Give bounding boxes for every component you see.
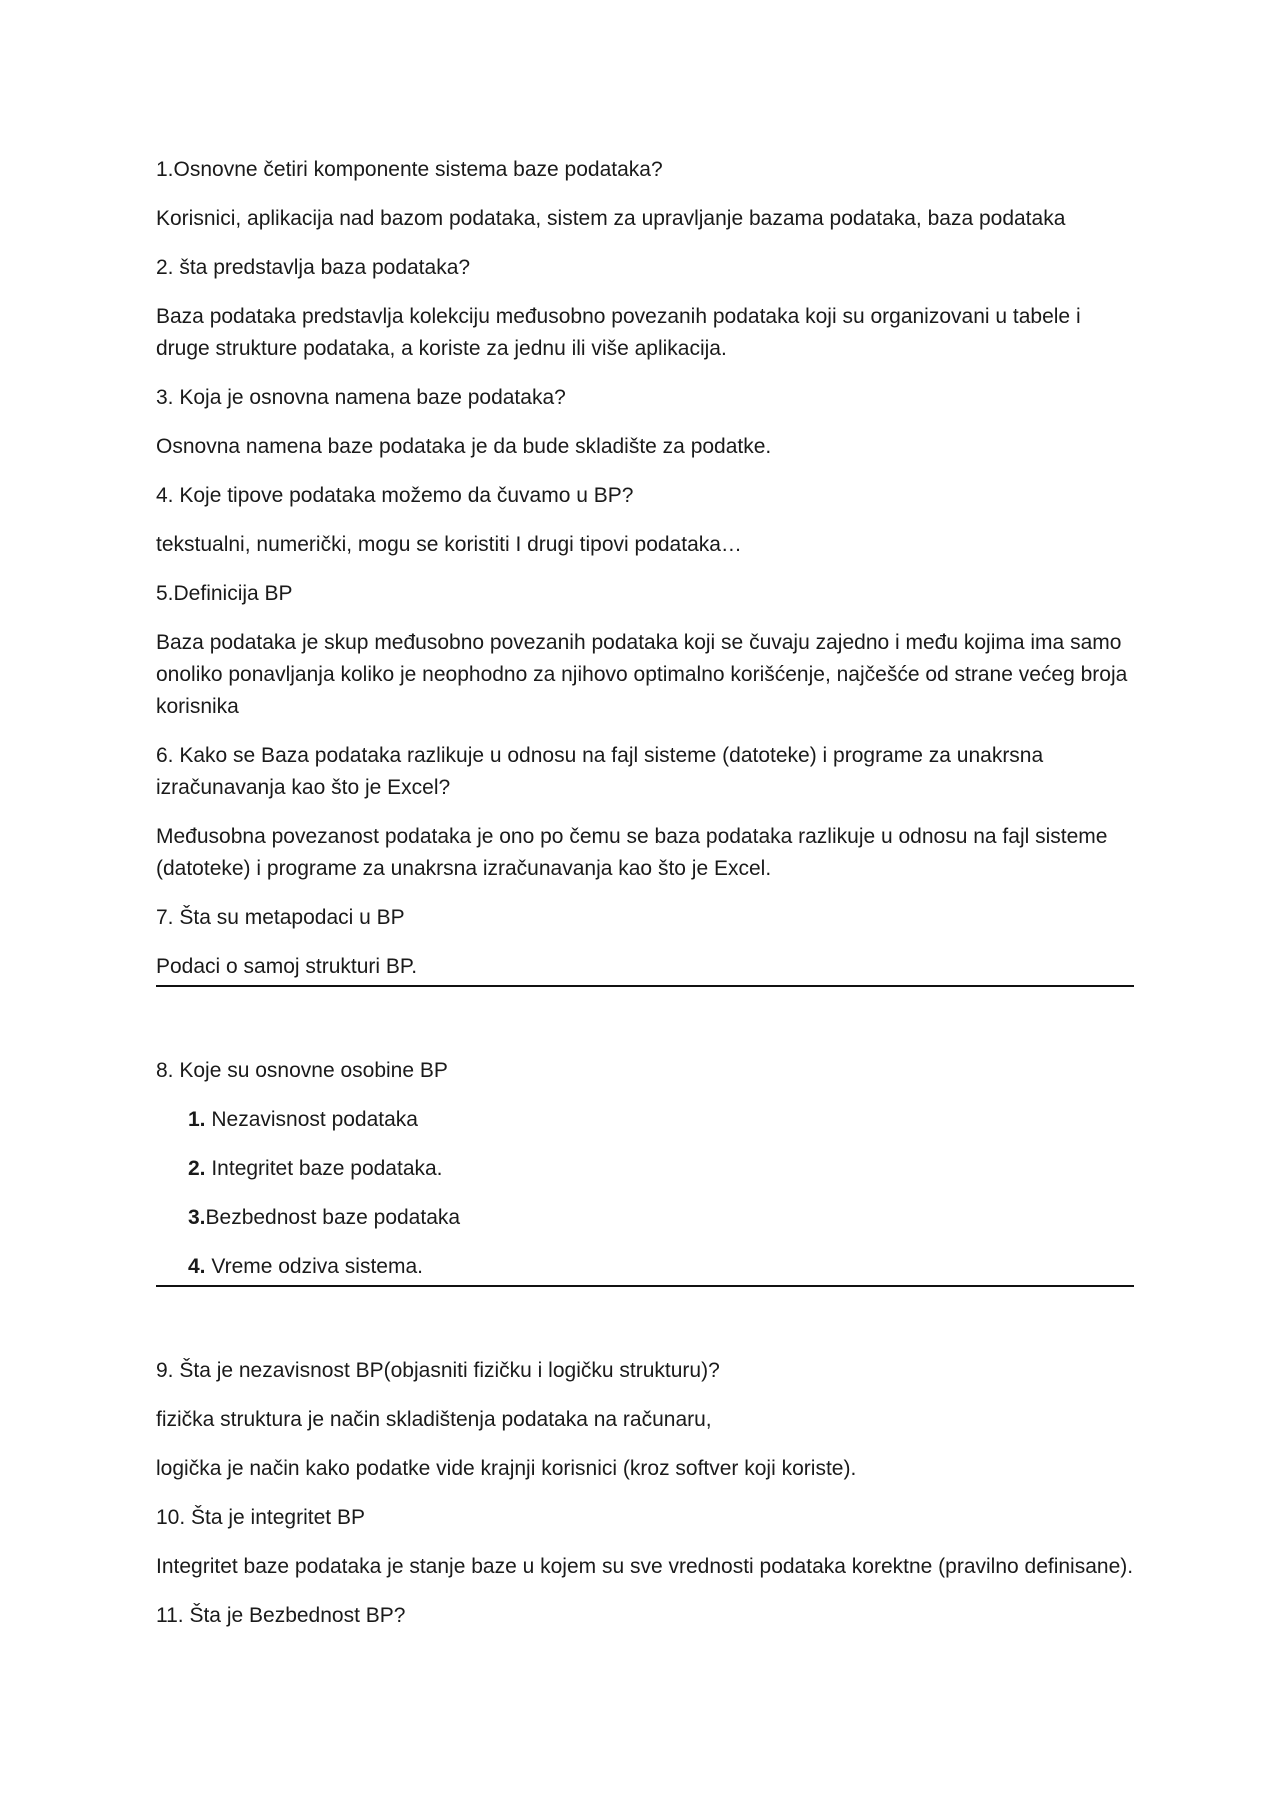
answer-2: Baza podataka predstavlja kolekciju međusobno povezanih podataka koji su organizovani u tabele i druge strukture podataka, a koriste za jednu ili više aplikacija. xyxy=(156,305,1081,360)
question-9: 9. Šta je nezavisnost BP(objasniti fizičku i logičku strukturu)? xyxy=(156,1359,720,1382)
question-3: 3. Koja je osnovna namena baze podataka? xyxy=(156,386,566,409)
answer-9-logical: logička je način kako podatke vide krajnji korisnici (kroz softver koji koriste). xyxy=(156,1457,857,1480)
document-body xyxy=(156,154,1134,1649)
list-text: Vreme odziva sistema. xyxy=(205,1255,423,1278)
question-5: 5.Definicija BP xyxy=(156,582,293,605)
list-number: 1. xyxy=(188,1108,206,1131)
list-item xyxy=(188,1202,1134,1234)
list-number: 4. xyxy=(188,1255,206,1278)
list-number: 2. xyxy=(188,1157,206,1180)
question-2: 2. šta predstavlja baza podataka? xyxy=(156,256,471,279)
answer-6: Međusobna povezanost podataka je ono po čemu se baza podataka razlikuje u odnosu na fajl sisteme (datoteke) i programe za unakrsna izračunavanja kao što je Excel. xyxy=(156,825,1108,880)
list-item xyxy=(188,1104,1134,1136)
answer-3: Osnovna namena baze podataka je da bude skladište za podatke. xyxy=(156,435,772,458)
question-8: 8. Koje su osnovne osobine BP xyxy=(156,1059,448,1082)
answer-10: Integritet baze podataka je stanje baze u kojem su sve vrednosti podataka korektne (pravilno definisane). xyxy=(156,1555,1134,1578)
answer-9-physical: fizička struktura je način skladištenja podataka na računaru, xyxy=(156,1408,712,1431)
answer-5: Baza podataka je skup međusobno povezanih podataka koji se čuvaju zajedno i među kojima ima samo onoliko ponavljanja koliko je neophodno za njihovo optimalno korišćenje, najčešće od strane većeg broja korisnika xyxy=(156,631,1128,718)
answer-4: tekstualni, numerički, mogu se koristiti I drugi tipovi podataka… xyxy=(156,533,742,556)
question-6: 6. Kako se Baza podataka razlikuje u odnosu na fajl sisteme (datoteke) i programe za unakrsna izračunavanja kao što je Excel? xyxy=(156,744,1044,799)
answer-1: Korisnici, aplikacija nad bazom podataka, sistem za upravljanje bazama podataka, baza podataka xyxy=(156,207,1066,230)
question-1: 1.Osnovne četiri komponente sistema baze podataka? xyxy=(156,158,663,181)
list-item xyxy=(188,1153,1134,1185)
properties-list xyxy=(156,1104,1134,1287)
list-text: Bezbednost baze podataka xyxy=(205,1206,461,1229)
list-number: 3. xyxy=(188,1206,206,1229)
answer-7: Podaci o samoj strukturi BP. xyxy=(156,951,1134,987)
question-7: 7. Šta su metapodaci u BP xyxy=(156,906,405,929)
question-10: 10. Šta je integritet BP xyxy=(156,1506,365,1529)
question-11: 11. Šta je Bezbednost BP? xyxy=(156,1604,406,1627)
list-item xyxy=(156,1251,1134,1287)
list-text: Integritet baze podataka. xyxy=(205,1157,443,1180)
question-4: 4. Koje tipove podataka možemo da čuvamo u BP? xyxy=(156,484,634,507)
list-text: Nezavisnost podataka xyxy=(205,1108,418,1131)
